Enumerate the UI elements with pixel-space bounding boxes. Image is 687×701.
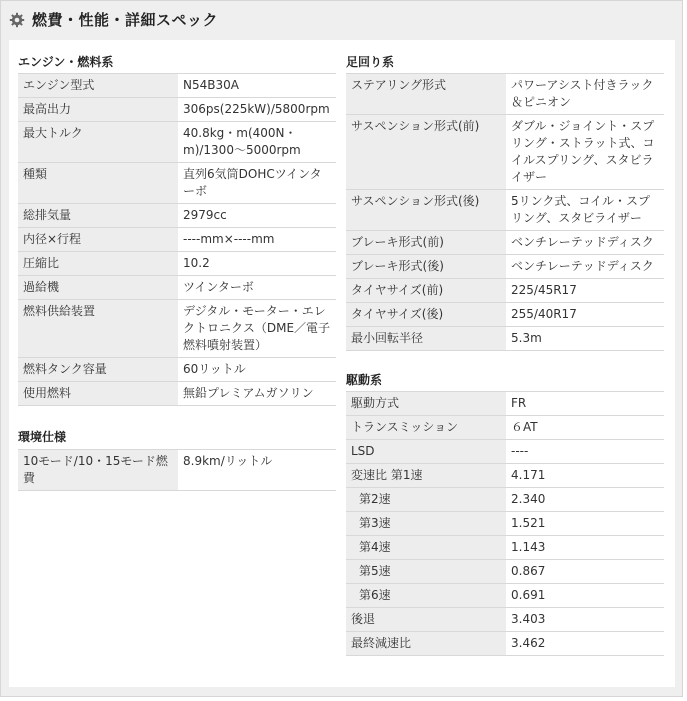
spec-label: サスペンション形式(前) [346,115,506,190]
spec-value: デジタル・モーター・エレクトロニクス（DME／電子燃料噴射装置） [178,300,336,358]
spec-label: タイヤサイズ(前) [346,279,506,303]
spec-label: ブレーキ形式(後) [346,255,506,279]
spec-row [18,163,336,204]
spec-value: ６AT [506,416,664,440]
spec-row [346,632,664,656]
spec-row [346,231,664,255]
spec-label: 内径×行程 [18,228,178,252]
spec-row [346,536,664,560]
spec-row [346,279,664,303]
spec-label: 最終減速比 [346,632,506,656]
spec-label: エンジン型式 [18,74,178,98]
spec-value: ベンチレーテッドディスク [506,231,664,255]
spec-label: トランスミッション [346,416,506,440]
spec-value: 5.3m [506,327,664,351]
spec-label: 最小回転半径 [346,327,506,351]
spec-label: 総排気量 [18,204,178,228]
environment-table [18,450,336,491]
spec-label: 第4速 [346,536,506,560]
spec-label: 燃料タンク容量 [18,358,178,382]
spec-row [18,276,336,300]
spec-value: 225/45R17 [506,279,664,303]
spec-value: 0.691 [506,584,664,608]
spec-value: 無鉛プレミアムガソリン [178,382,336,406]
spec-row [346,416,664,440]
spec-row [346,303,664,327]
spec-label: 第5速 [346,560,506,584]
spec-value: 直列6気筒DOHCツインターボ [178,163,336,204]
spec-row [346,392,664,416]
spec-row [18,204,336,228]
spec-value: 3.462 [506,632,664,656]
spec-value: ベンチレーテッドディスク [506,255,664,279]
spec-value: 2.340 [506,488,664,512]
spec-value: 306ps(225kW)/5800rpm [178,98,336,122]
spec-row [346,560,664,584]
spec-label: 過給機 [18,276,178,300]
spec-label: 燃料供給装置 [18,300,178,358]
spec-value: 1.521 [506,512,664,536]
spec-value: 4.171 [506,464,664,488]
spec-value: 1.143 [506,536,664,560]
spec-row [346,464,664,488]
spec-value: パワーアシスト付きラック＆ピニオン [506,74,664,115]
environment-section-title: 環境仕様 [18,406,336,450]
spec-value: 3.403 [506,608,664,632]
spec-value: 255/40R17 [506,303,664,327]
spec-label: 最大トルク [18,122,178,163]
spec-label: LSD [346,440,506,464]
spec-label: 種類 [18,163,178,204]
spec-value: ----mm×----mm [178,228,336,252]
drivetrain-table [346,392,664,656]
spec-row [18,450,336,491]
spec-row [346,255,664,279]
spec-label: ステアリング形式 [346,74,506,115]
spec-label: 10モード/10・15モード燃費 [18,450,178,491]
spec-label: 第6速 [346,584,506,608]
page-title: 燃費・性能・詳細スペック [32,11,219,29]
spec-label: サスペンション形式(後) [346,190,506,231]
spec-value: 0.867 [506,560,664,584]
spec-value: ---- [506,440,664,464]
spec-label: 第2速 [346,488,506,512]
spec-label: 圧縮比 [18,252,178,276]
spec-row [18,358,336,382]
engine-table [18,74,336,406]
right-column [346,40,664,656]
spec-row [18,74,336,98]
spec-label: 最高出力 [18,98,178,122]
spec-row [346,327,664,351]
spec-value: FR [506,392,664,416]
spec-value: ツインターボ [178,276,336,300]
suspension-table [346,74,664,351]
spec-row [18,300,336,358]
gear-icon [9,12,25,28]
section-header [1,1,682,38]
spec-row [346,74,664,115]
spec-row [18,228,336,252]
spec-value: 5リンク式、コイル・スプリング、スタビライザー [506,190,664,231]
spec-row [18,122,336,163]
spec-label: 後退 [346,608,506,632]
spec-value: N54B30A [178,74,336,98]
spec-value: 40.8kg・m(400N・m)/1300〜5000rpm [178,122,336,163]
drivetrain-section-title: 駆動系 [346,351,664,392]
suspension-section-title: 足回り系 [346,40,664,74]
spec-row [18,98,336,122]
spec-value: 10.2 [178,252,336,276]
spec-panel [9,40,675,687]
left-column [18,40,336,491]
engine-section-title: エンジン・燃料系 [18,40,336,74]
spec-row [346,190,664,231]
spec-row [18,382,336,406]
spec-row [346,440,664,464]
spec-row [18,252,336,276]
spec-row [346,115,664,190]
spec-label: タイヤサイズ(後) [346,303,506,327]
spec-value: 2979cc [178,204,336,228]
spec-row [346,608,664,632]
spec-value: 60リットル [178,358,336,382]
spec-value: 8.9km/リットル [178,450,336,491]
spec-label: 変速比 第1速 [346,464,506,488]
spec-row [346,488,664,512]
spec-row [346,512,664,536]
spec-value: ダブル・ジョイント・スプリング・ストラット式、コイルスプリング、スタビライザー [506,115,664,190]
spec-label: 第3速 [346,512,506,536]
spec-row [346,584,664,608]
spec-label: 駆動方式 [346,392,506,416]
spec-label: 使用燃料 [18,382,178,406]
spec-label: ブレーキ形式(前) [346,231,506,255]
